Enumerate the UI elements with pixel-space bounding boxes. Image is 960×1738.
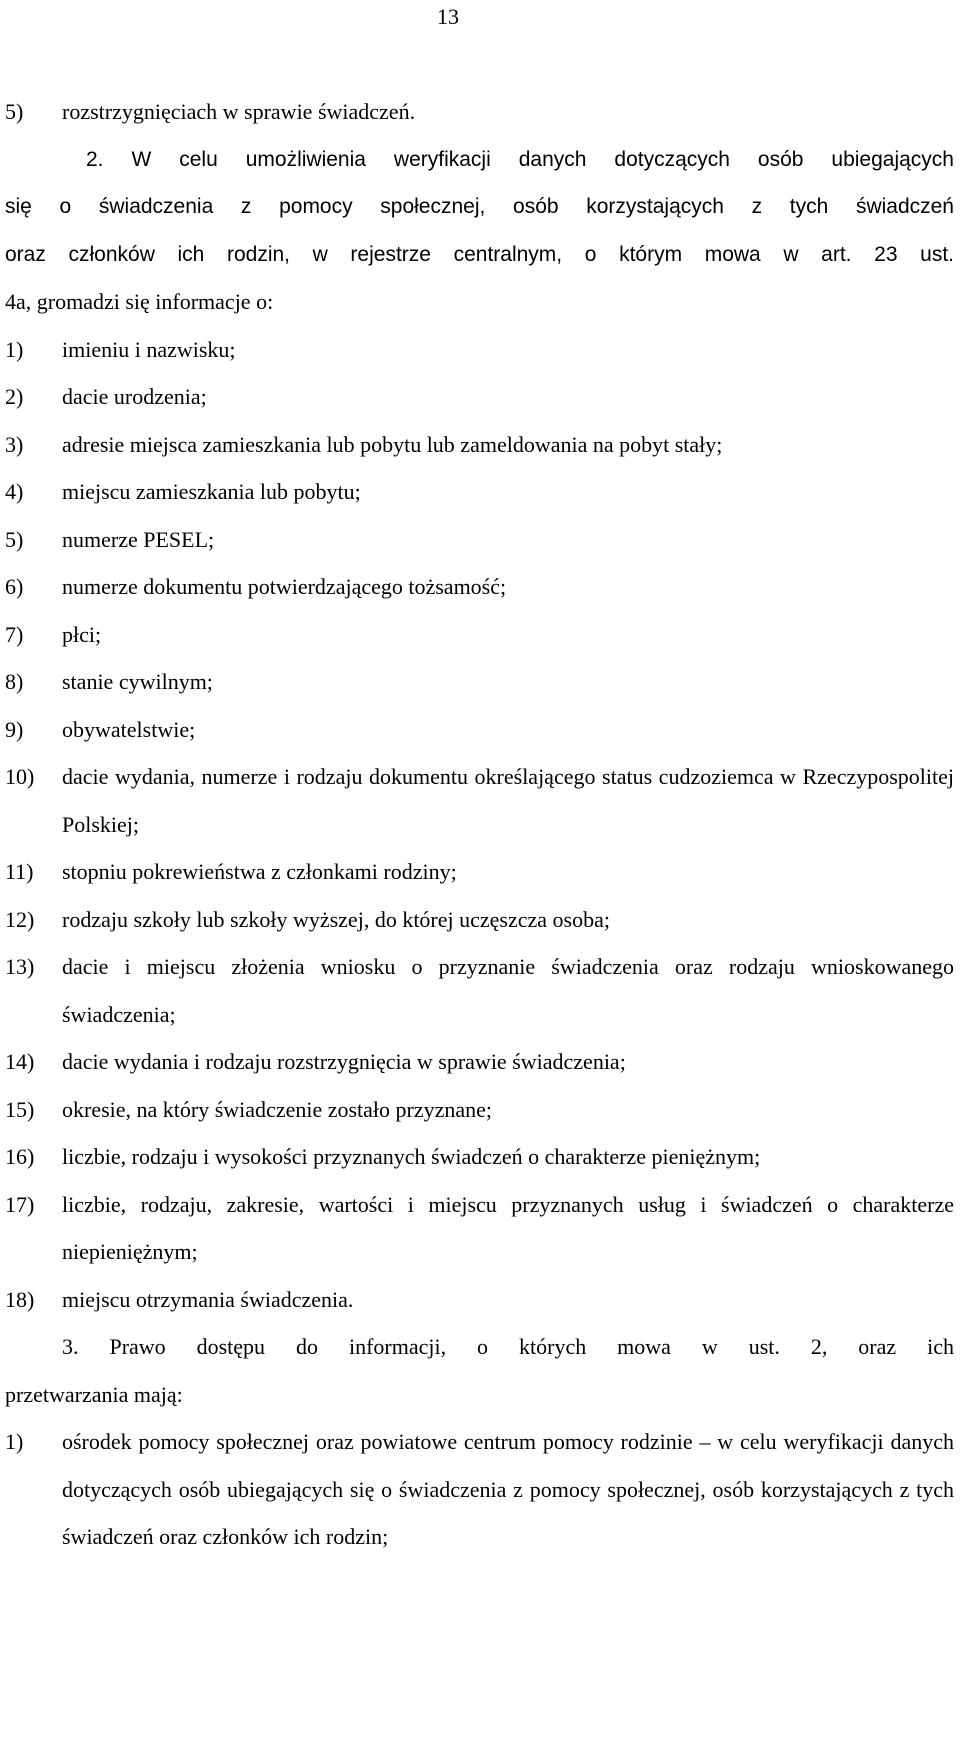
list-item-text: rozstrzygnięciach w sprawie świadczeń. <box>62 99 416 124</box>
list-item-number: 12) <box>5 906 35 932</box>
list-item <box>5 896 954 944</box>
list-item-number: 1) <box>5 1429 24 1454</box>
list-item <box>5 1038 954 1086</box>
list-item-text: imieniu i nazwisku; <box>62 336 236 362</box>
list-item-text: miejscu otrzymania świadczenia. <box>62 1286 354 1312</box>
paragraph-2-line-2: się o świadczenia z pomocy społecznej, osób korzystających z tych świadczeń <box>5 195 954 218</box>
list-item-text: dacie i miejscu złożenia wniosku o przyznanie świadczenia oraz rodzaju wnioskowanego świadczenia; <box>62 954 954 1027</box>
list-item-number: 4) <box>5 479 24 504</box>
list-item-text: stanie cywilnym; <box>62 669 213 694</box>
list-item-number: 2) <box>5 384 24 409</box>
list-item-text: liczbie, rodzaju i wysokości przyznanych świadczeń o charakterze pieniężnym; <box>62 1144 761 1169</box>
paragraph-3-line-1: 3. Prawo dostępu do informacji, o których mowa w ust. 2, oraz ich <box>62 1334 954 1359</box>
list-item <box>5 326 954 374</box>
list-item-text: numerze PESEL; <box>62 526 215 552</box>
list-item-number: 3) <box>5 431 24 457</box>
list-item-text: rodzaju szkoły lub szkoły wyższej, do której uczęszcza osoba; <box>62 906 610 932</box>
list-item <box>5 943 954 1038</box>
list-item-number: 10) <box>5 764 35 789</box>
list-item-number: 9) <box>5 716 24 742</box>
document-body <box>5 88 954 1561</box>
list-item-text: miejscu zamieszkania lub pobytu; <box>62 479 361 504</box>
list-item-text: dacie urodzenia; <box>62 384 207 409</box>
paragraph-3-line-2: przetwarzania mają: <box>5 1381 183 1407</box>
list-item-number: 18) <box>5 1286 35 1312</box>
list-item-number: 15) <box>5 1096 35 1122</box>
list-item-number: 17) <box>5 1191 35 1217</box>
list-item <box>5 88 954 136</box>
list-item <box>5 1086 954 1134</box>
list-item-number: 16) <box>5 1144 35 1169</box>
list-item <box>5 516 954 564</box>
list-item <box>5 563 954 611</box>
list-item <box>5 1418 954 1561</box>
list-item-text: dacie wydania i rodzaju rozstrzygnięcia w sprawie świadczenia; <box>62 1049 626 1074</box>
list-item <box>5 611 954 659</box>
list-item-text: płci; <box>62 621 102 647</box>
list-item <box>5 706 954 754</box>
list-item-number: 6) <box>5 574 24 599</box>
list-item-text: dacie wydania, numerze i rodzaju dokumentu określającego status cudzoziemca w Rzeczypospolitej Polskiej; <box>62 764 954 837</box>
paragraph-2-line-4: 4a, gromadzi się informacje o: <box>5 289 274 314</box>
list-item-text: adresie miejsca zamieszkania lub pobytu lub zameldowania na pobyt stały; <box>62 431 723 457</box>
list-item-number: 14) <box>5 1049 35 1074</box>
list-item-number: 5) <box>5 99 24 124</box>
list-item <box>5 1133 954 1181</box>
list-item-text: stopniu pokrewieństwa z członkami rodziny; <box>62 859 457 884</box>
list-item-text: obywatelstwie; <box>62 716 196 742</box>
list-item-number: 13) <box>5 954 35 979</box>
list-item-text: numerze dokumentu potwierdzającego tożsamość; <box>62 574 507 599</box>
paragraph-2-line-1: 2. W celu umożliwienia weryfikacji danych dotyczących osób ubiegających <box>86 147 954 171</box>
list-item-number: 1) <box>5 336 24 362</box>
list-item <box>5 1181 954 1276</box>
list-item-number: 7) <box>5 621 24 647</box>
list-item <box>5 848 954 896</box>
list-item-number: 5) <box>5 526 24 552</box>
list-item-number: 11) <box>5 859 34 884</box>
list-item-text: ośrodek pomocy społecznej oraz powiatowe centrum pomocy rodzinie – w celu weryfikacji danych dotyczących osób ubiegających się o świadczenia z pomocy społecznej, osób korzystających z tych świadczeń oraz członków ich rodzin; <box>62 1429 954 1549</box>
paragraph-2-line-3: oraz członków ich rodzin, w rejestrze centralnym, o którym mowa w art. 23 ust. <box>5 242 954 266</box>
list-item-number: 8) <box>5 669 24 694</box>
page-number: 13 <box>437 4 459 29</box>
list-item <box>5 1276 954 1324</box>
list-item-text: okresie, na który świadczenie zostało przyznane; <box>62 1096 493 1122</box>
list-item-text: liczbie, rodzaju, zakresie, wartości i miejscu przyznanych usług i świadczeń o charakterze niepieniężnym; <box>62 1191 954 1264</box>
list-item <box>5 468 954 516</box>
list-item <box>5 658 954 706</box>
list-item <box>5 373 954 421</box>
list-item <box>5 753 954 848</box>
list-item <box>5 421 954 469</box>
